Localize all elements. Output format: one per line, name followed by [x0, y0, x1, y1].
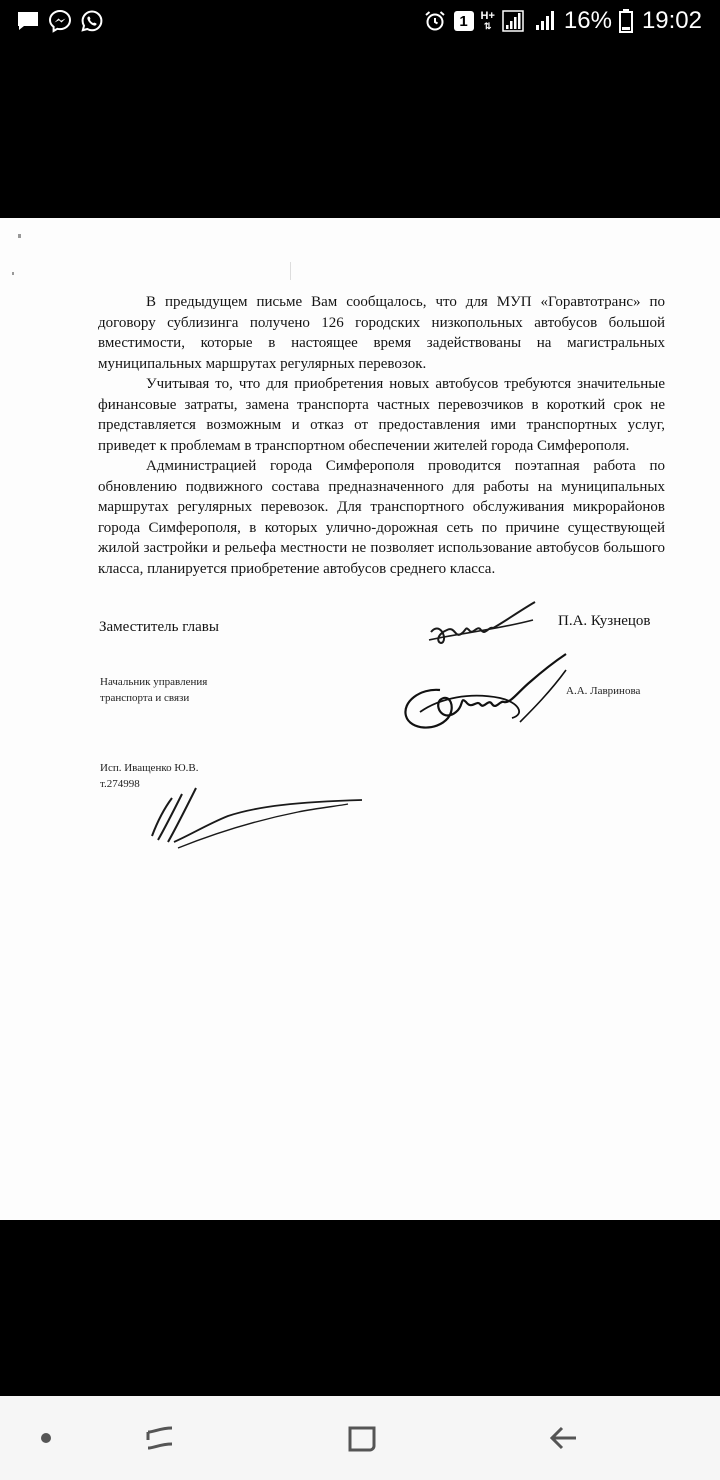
clock: 19:02 — [641, 7, 702, 34]
executor-name: Исп. Иващенко Ю.В. — [100, 762, 199, 774]
home-icon — [350, 1428, 374, 1450]
messenger-icon — [48, 9, 72, 33]
executor-phone: т.274998 — [100, 778, 140, 790]
scan-artifact — [18, 234, 21, 238]
notification-count-badge: 1 — [454, 11, 474, 31]
whatsapp-icon — [80, 9, 104, 33]
letter-body — [98, 292, 665, 579]
recent-apps-icon — [148, 1428, 172, 1448]
signature-executor — [148, 780, 368, 852]
message-icon — [16, 9, 40, 33]
signature-lavrinova — [400, 652, 572, 742]
data-arrows-icon: ⇅ — [483, 21, 492, 31]
dept-title-line-1: Начальник управления — [100, 676, 208, 688]
signal-icon — [502, 9, 526, 33]
paragraph-3: Администрацией города Симферополя проводится поэтапная работа по обновлению подвижного состава предназначенного для работы на муниципальных маршрутах регулярных перевозок. Для транспортного обслуживания микрорайонов города Симферополя, в которых улично-дорожная сеть по причине существующей жилой застройки и рельефа местности не позволяет использование автобусов большого класса, планируется приобретение автобусов среднего класса. — [98, 458, 665, 577]
network-type-indicator: H+ ⇅ — [480, 10, 495, 31]
battery-icon — [619, 9, 633, 33]
dot-button[interactable] — [28, 1420, 64, 1456]
signature-kuznetsov — [425, 596, 545, 652]
scan-artifact — [290, 262, 291, 280]
back-arrow-icon — [552, 1428, 576, 1448]
document-page[interactable] — [0, 218, 720, 1220]
dept-title-line-2: транспорта и связи — [100, 692, 190, 704]
signer-title: Заместитель главы — [99, 619, 219, 635]
navigation-bar — [0, 1396, 720, 1480]
paragraph-1: В предыдущем письме Вам сообщалось, что для МУП «Горавтотранс» по договору сублизинга получено 126 городских низкопольных автобусов большой вместимости, которые в настоящее время задействованы на магистральных муниципальных маршрутах регулярных перевозок. — [98, 294, 665, 372]
notification-icons — [16, 9, 104, 33]
status-bar — [0, 0, 720, 44]
battery-percent: 16% — [563, 7, 612, 34]
paragraph-2: Учитывая то, что для приобретения новых автобусов требуются значительные финансовые затраты, замена транспорта частных перевозчиков в короткий срок не представляется возможным и отказ от предоставления ими транспортных услуг, приведет к проблемам в транспортном обеспечении жителей города Симферополя. — [98, 376, 665, 454]
scan-artifact — [12, 272, 14, 275]
recent-apps-button[interactable] — [142, 1420, 178, 1456]
dept-head-name: А.А. Лавринова — [566, 685, 641, 697]
back-button[interactable] — [546, 1420, 582, 1456]
alarm-icon — [423, 9, 447, 33]
system-status — [423, 6, 702, 36]
signal-strength-icon — [533, 9, 557, 33]
signer-name: П.А. Кузнецов — [558, 613, 651, 629]
home-button[interactable] — [344, 1420, 380, 1456]
